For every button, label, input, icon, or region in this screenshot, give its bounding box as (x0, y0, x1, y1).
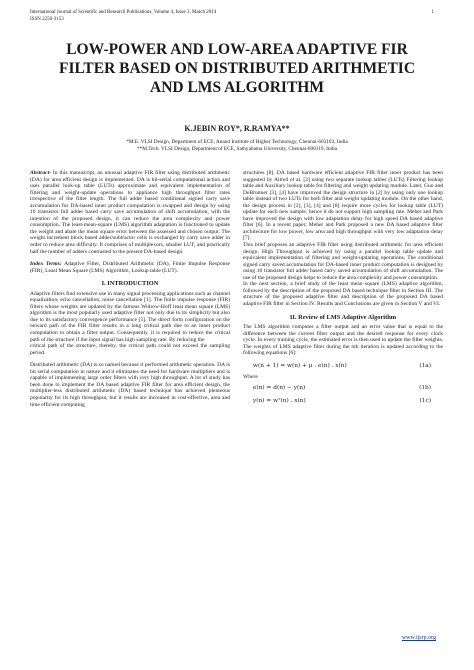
equation-1b (243, 383, 443, 394)
equation-1c (243, 396, 443, 407)
authors: K.JEBIN ROY*, R.RAMYA** (184, 124, 290, 133)
title-line-1: LOW-POWER AND LOW-AREA ADAPTIVE FIR (66, 41, 408, 58)
paper-title (0, 40, 474, 97)
abstract-label: Abstract- (30, 170, 51, 176)
intro-paragraph-1: Adaptive filters find extensive use in many signal processing applications such as channel equalization, echo cancellation, noise cancellation [1]. The finite impulse response (FIR) filters whose weights are updated by the famous Widrow-Hoff least mean square (LMS) algorithm is the most popularly used adaptive filter not only due to its simplicity but also due to its satisfactory convergence performance [5]. The direct form configuration on the onward path of the FIR filter results in a long critical path due to an inner product computation to obtain a filter output. Consequently, it is required to reduce the critical path of the structure if the input signal has high sampling rate. By reducing the (30, 290, 230, 343)
equation-1b-body: e(n) = d(n) − y(n) (253, 385, 306, 392)
index-terms (30, 261, 230, 274)
page-number: 1 (431, 10, 434, 15)
right-column (243, 170, 443, 407)
issn: ISSN 2250-3153 (30, 16, 64, 22)
abstract-text: In this manuscript, an unusual adaptive FIR filter using distributed arithmetic (DA) for area efficient design is implemented. DA is bit-serial computational action and uses parallel look-up table (LUTs) approximate and equivalent implementation of filtering and weight-update operations to appliance high throughput filter rates irrespective of the filter length. The full adder based conditional signed carry save accumulation for DA-based inner product computation is swapped and design by using 10 transistor full adder based carry save accumulation of shift accumulation, with the intention of the proposed design, it can reduce the area complexity and power consumption. The least-mean-square (LMS) algorithm adaptation is functioned to update the weight and abate the mean square error between the assessed and chosen output. The weight increment block based adder/subtractor cells is exchanged by carry save adder in order to reduce area difficulty. It comprises of multiplexors, smaller LUT, and practically half the number of adders contrasted to the present DA-based design. (30, 170, 230, 255)
equation-1a-body: w(n + 1) = w(n) + μ . e(n) . x(n) (253, 362, 347, 369)
affiliation-1: *M.E. VLSI Design, Department of ECE, Anand Institute of Higher Technology, Chennai-603103, India (126, 139, 348, 145)
journal-website-link[interactable]: www.ijsrp.org (401, 635, 436, 641)
affiliations (0, 139, 474, 153)
journal-header (30, 10, 216, 23)
section-2-heading: II. Review of LMS Adaptive Algorithm (289, 314, 397, 322)
affiliation-2: **M.Tech. VLSI Design, Department of ECE, Sathyabama University, Chennai-600119, India (136, 146, 338, 153)
title-line-3: AND LMS ALGORITHM (150, 79, 324, 96)
index-terms-text: Adaptive Filter, Distributed Arithmetic (DA), Finite Impulse Response (FIR), Least Mean Square (LMS) Algorithm, Lookup table (LUT). (30, 261, 230, 274)
right-paragraph-1: structures [8]. DA based hardware efficient adaptive FIR filter inner product has been suggested by Allred et al. [2] using two separate lookup tables (LUTs) Filtering lookup table and Auxiliary lookup table for filtering and weight updating module. Later, Guo and DeBrunner [3], [4] have improved the design structure in [2] by using only one lookup table instead of two LUTs for both filter and weight updating module. On the other hand, the design process in [2], [3], [4] and [8] require more cycles for lookup table (LUT) update for each new sample, hence it do not support high sampling rate. Meher and Park have improved the design with low adaptation delay for high speed DA based adaptive filter [6]. In a recent paper, Meher and Park proposed a new DA based adaptive filter architecture for low power, low area and high throughput with very low adaptation delay [7]. (243, 170, 443, 242)
title-line-2: FILTER BASED ON DISTRIBUTED ARITHMETIC (58, 60, 416, 77)
intro-paragraph-2: Distributed arithmetic (DA) is so named because it performed arithmetic operation. DA is bit serial computation in nature and it eliminates the need for hardware multipliers and is capable of implementing large order filters with very high throughput. A lot of study has been done to implement the DA based adaptive FIR filter for area efficient design, the multiplier-less distributed arithmetic (DA) based technique has achieved plenteous popularity for its high throughput, but it results are increased in cost-effective, area and time efficient computing (30, 362, 230, 408)
where-label: Where (243, 373, 258, 380)
journal-name: International Journal of Scientific and Research Publications, Volume 4, Issue 3, March 2014 (30, 10, 217, 15)
right-paragraph-3: In the next section, a brief study of the least mean square (LMS) adaptive algorithm, followed by the description of the proposed DA based technique filter in Section III. The structure of the proposed adaptive filter and description of the proposed DA based adaptive FIR filter in Section IV. Results and Conclusions are given in Section V and VI. (243, 281, 443, 307)
section-1-heading: I. INTRODUCTION (101, 280, 159, 288)
index-terms-label: Index Terms: (30, 261, 62, 268)
equation-1b-tag: (1b) (419, 385, 431, 392)
lms-paragraph: The LMS algorithm computes a filter output and an error value that is equal to the difference between the current filter output and the desired response for every clock cycle. In every training cycle, the estimated error is then used to update the filter weights. The weights of LMS adaptive filter during the nth iteration is updated according to the following equations [6]: (243, 324, 443, 357)
abstract (30, 170, 230, 255)
equation-1c-body: y(n) = wᵀ(n) . x(n) (253, 398, 306, 405)
right-paragraph-2: This brief proposes an adaptive FIR filter using distributed arithmetic for area efficient design. High Throughput is achieved by using a parallel lookup table update and equivalent implementation of filtering and weight-updating operations. The conditional signed carry saved accumulation for DA-based inner product computation is designed by using 10 transistor full adder based carry saved accumulation of shift accumulation. The use of the proposed design helps to reduce the area complexity and power consumption. (243, 242, 443, 281)
intro-paragraph-1b: critical path of the structure, thereby, the critical path could not exceed the sampling period. (30, 343, 230, 356)
equation-1c-tag: (1c) (419, 398, 431, 405)
equation-1a (243, 361, 443, 372)
left-column (30, 170, 230, 408)
equation-1a-tag: (1a) (419, 362, 431, 369)
